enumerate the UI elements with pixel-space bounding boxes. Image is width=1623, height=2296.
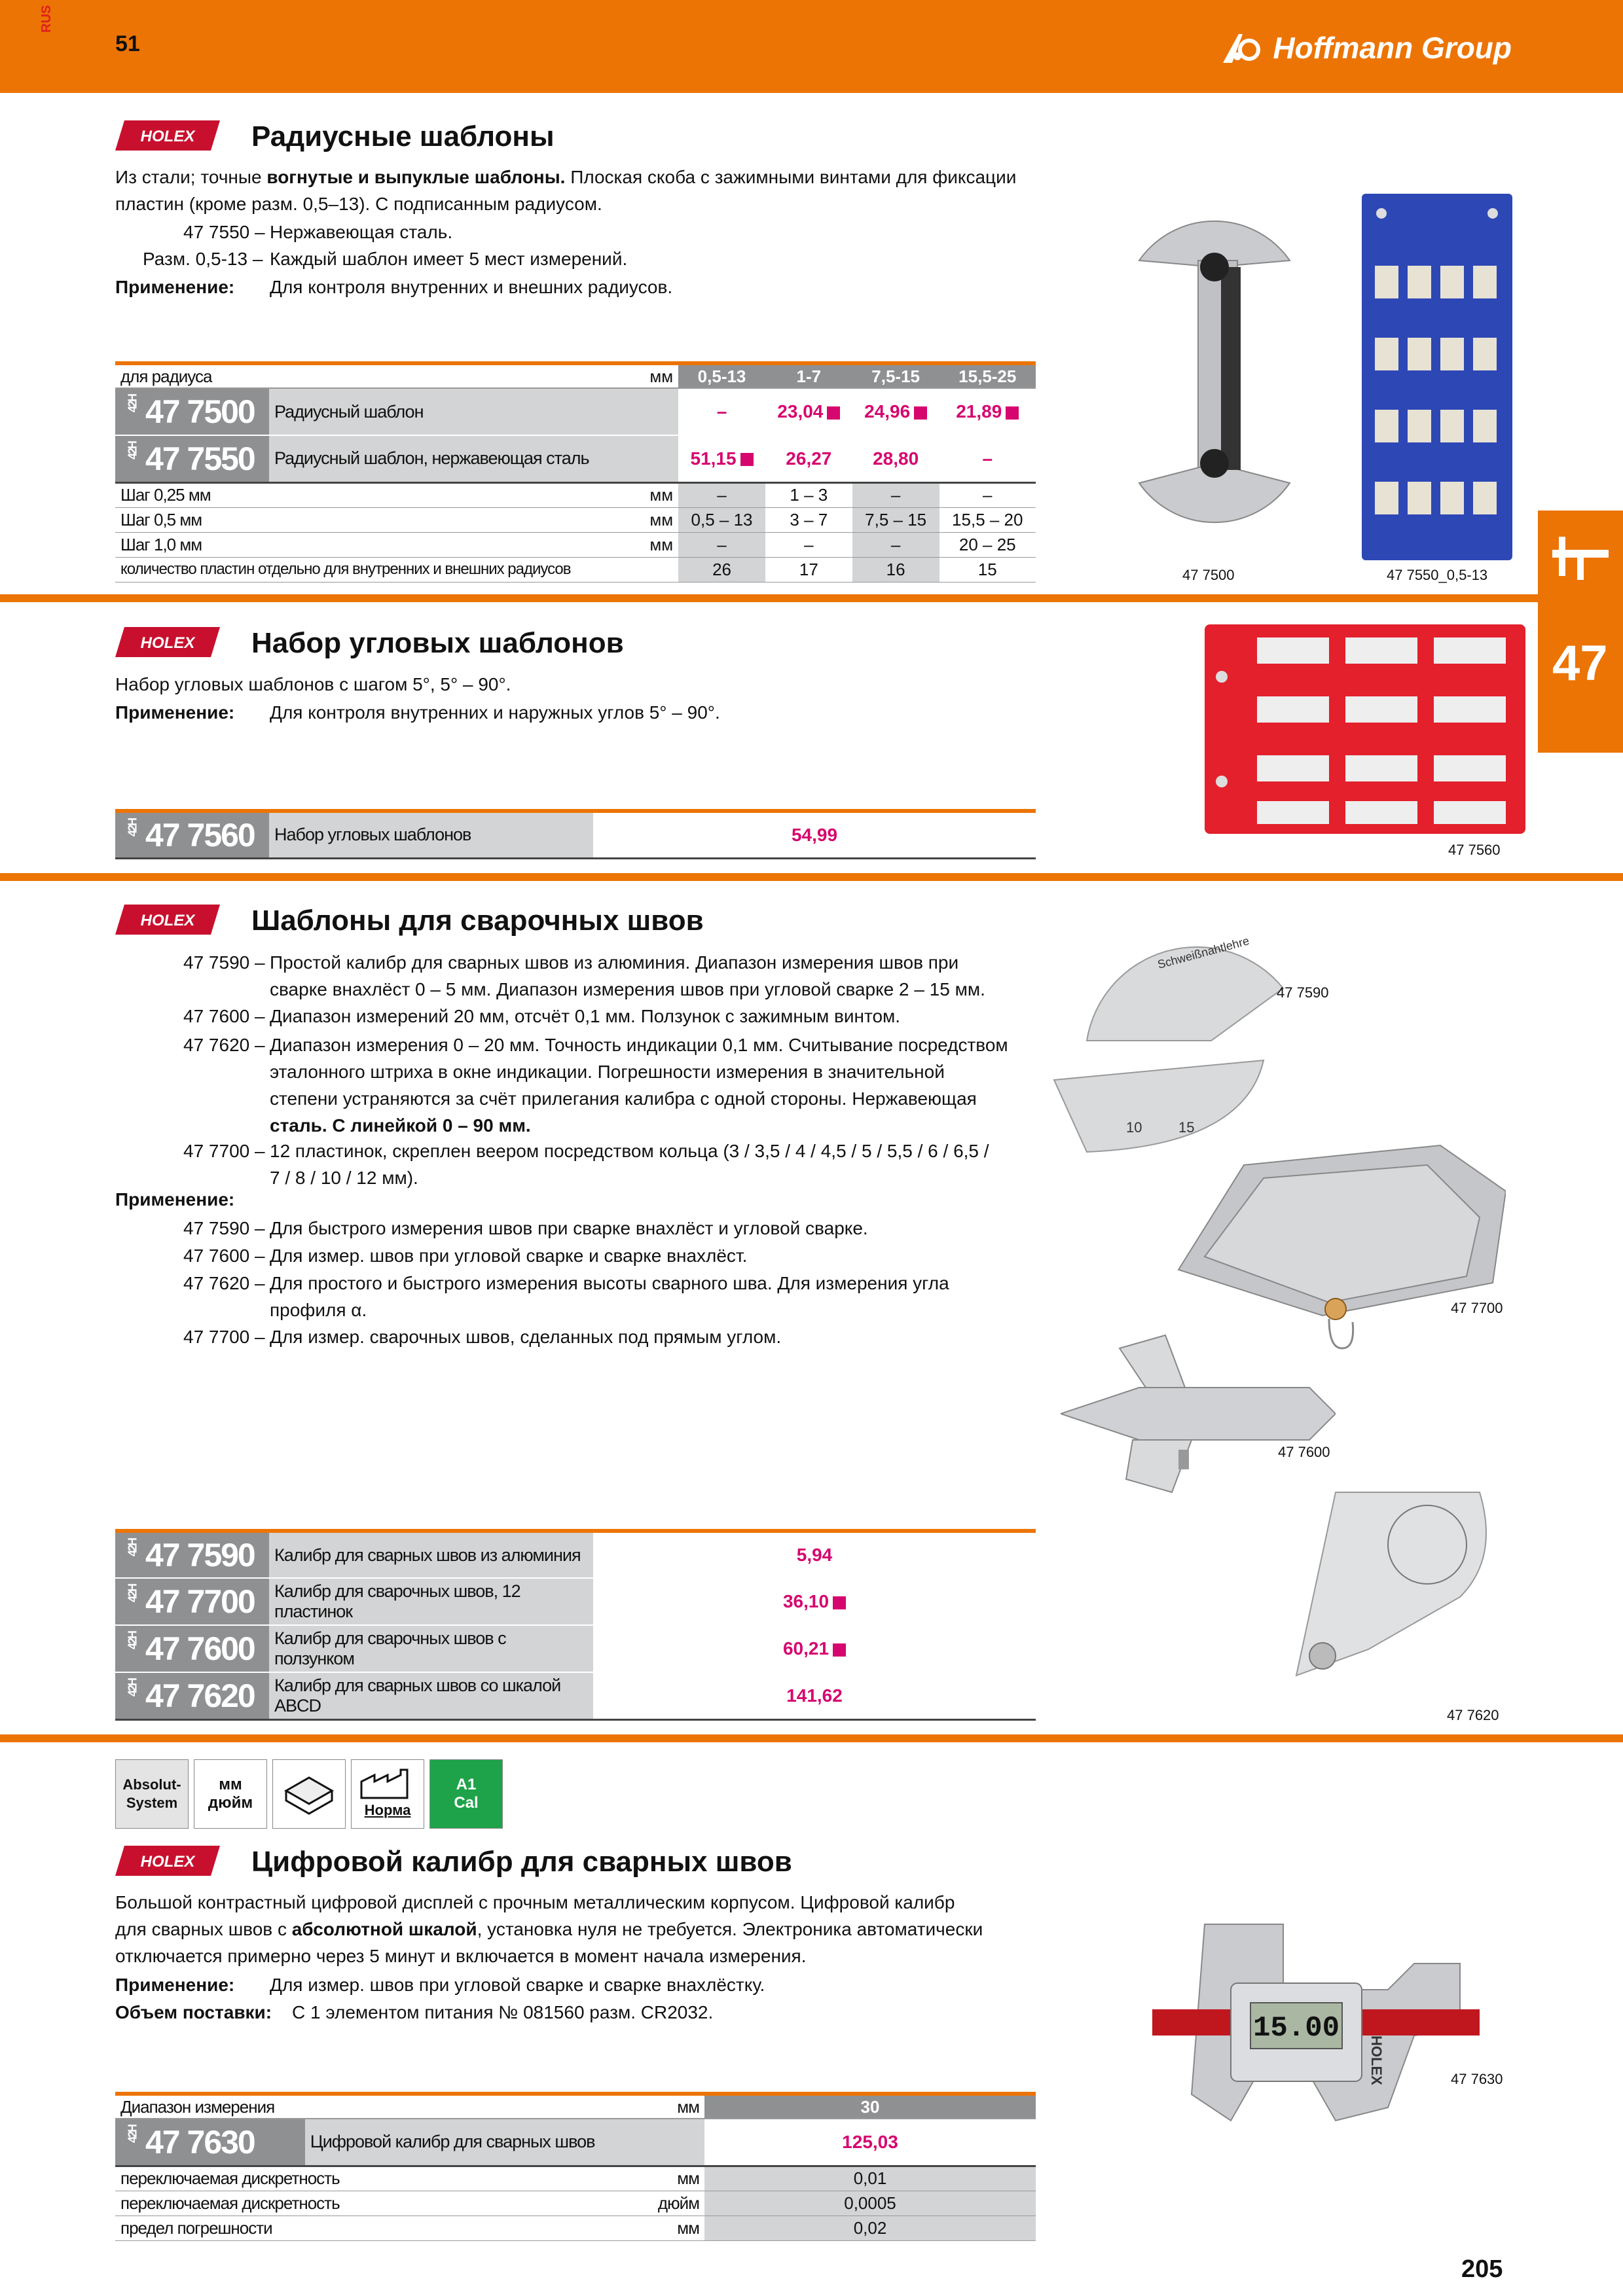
article-description: Цифровой калибр для сварных швов [305, 2119, 704, 2166]
article-number[interactable]: 42H 47 7590 [115, 1531, 269, 1578]
article-description: Набор угловых шаблонов [269, 811, 593, 858]
stock-marker-icon [833, 1596, 846, 1609]
spec-row: Шаг 0,5 мм мм 0,5 – 13 3 – 7 7,5 – 15 15,5 – 20 [115, 507, 1036, 532]
price: – [716, 401, 727, 422]
page-number: 205 [1461, 2255, 1503, 2283]
spec-row: предел погрешности мм 0,02 [115, 2215, 1036, 2240]
stock-marker-icon [833, 1643, 846, 1657]
calibration-icon: A1 Cal [429, 1759, 503, 1829]
weld-gauge-abcd-image [1283, 1479, 1506, 1715]
item-text: Простой калибр для сварных швов из алюминия. Диапазон измерения швов при сварке внахлёст 0 – 5 мм. Диапазон измерения швов при угловой сварке 2 – 15 мм. [270, 952, 985, 999]
feature-icons [115, 1759, 503, 1829]
column-header: 30 [704, 2094, 1036, 2119]
section-title-radius: Радиусные шаблоны [251, 120, 555, 152]
article-description: Калибр для сварочных швов с ползунком [269, 1625, 593, 1672]
price: 24,96 [852, 388, 939, 435]
digital-weld-gauge-image [1152, 1911, 1480, 2134]
stock-marker-icon [740, 453, 754, 466]
article-description: Радиусный шаблон [269, 388, 678, 435]
image-caption: 47 7600 [1278, 1444, 1330, 1460]
note-text: Нержавеющая сталь. [270, 222, 453, 242]
chapter-tab[interactable] [1538, 511, 1623, 753]
radius-gauge-set-image [1362, 194, 1512, 560]
image-caption: 47 7550_0,5-13 [1387, 567, 1488, 583]
note-code: Разм. 0,5-13 – [143, 249, 263, 269]
price: 23,04 [765, 388, 852, 435]
price: 51,15 [678, 435, 765, 482]
page-number-top: 51 [115, 31, 140, 56]
item-code: 47 7600 – [183, 1006, 265, 1026]
table-row[interactable] [115, 1625, 1036, 1672]
device-brand: HOLEX [1368, 2036, 1385, 2085]
column-header: 7,5-15 [852, 363, 939, 388]
angle-table [115, 809, 1036, 859]
case-icon [272, 1759, 346, 1829]
radius-description: Из стали; точные вогнутые и выпуклые шаблоны. Плоская скоба с зажимными винтами для фиксации пластин (кроме разм. 0,5–13). С подписанным радиусом. [115, 167, 1017, 214]
article-description: Радиусный шаблон, нержавеющая сталь [269, 435, 678, 482]
application-text: Для измер. швов при угловой сварке и сварке внахлёстку. [270, 1975, 765, 1995]
radius-table [115, 361, 1036, 583]
application-label: Применение: [115, 1975, 235, 1995]
angle-gauge-set-image [1205, 624, 1525, 834]
price: 21,89 [939, 388, 1036, 435]
article-number[interactable]: 42H 47 7700 [115, 1578, 269, 1625]
table-row[interactable] [115, 388, 1036, 435]
factory-norm-icon: Норма [351, 1759, 424, 1829]
caliper-icon [1552, 537, 1609, 583]
item-code: 47 7700 – [183, 1327, 265, 1347]
holex-badge [115, 119, 220, 152]
item-text: Для измер. сварочных швов, сделанных под прямым углом. [270, 1327, 782, 1347]
image-caption: 47 7620 [1447, 1707, 1499, 1723]
spec-row: переключаемая дискретность дюйм 0,0005 [115, 2191, 1036, 2215]
spec-row: количество пластин отдельно для внутренних и внешних радиусов 26 17 16 15 [115, 557, 1036, 582]
section-divider [0, 1734, 1623, 1742]
table-header-unit: мм [649, 366, 674, 386]
weld-table [115, 1529, 1036, 1721]
application-label: Применение: [115, 1189, 235, 1210]
item-code: 47 7590 – [183, 1218, 265, 1238]
image-caption: 47 7630 [1451, 2071, 1503, 2087]
application-text: Для контроля внутренних и наружных углов 5° – 90°. [270, 702, 720, 723]
section-title-weld: Шаблоны для сварочных швов [251, 905, 704, 937]
price: – [982, 448, 993, 469]
image-caption: 47 7500 [1182, 567, 1235, 583]
article-number[interactable]: 42H 47 7620 [115, 1672, 269, 1719]
price: 28,80 [873, 448, 919, 469]
language-code: RUS [39, 5, 54, 33]
column-header: 0,5-13 [678, 363, 765, 388]
price: 5,94 [796, 1545, 833, 1565]
article-description: Калибр для сварных швов из алюминия [269, 1531, 593, 1578]
digital-description: Большой контрастный цифровой дисплей с прочным металлическим корпусом. Цифровой калибр для сварных швов с абсолютной шкалой, установка нуля не требуется. Электроника автоматически отключается примерно через 5 минут и включается в момент начала измерения. [115, 1892, 983, 1966]
absolute-system-icon: Absolut-System [115, 1759, 189, 1829]
svg-text:HOLEX: HOLEX [140, 634, 195, 652]
application-label: Применение: [115, 702, 235, 723]
image-caption: 47 7560 [1448, 842, 1501, 858]
section-divider [0, 594, 1623, 602]
article-description: Калибр для сварочных швов, 12 пластинок [269, 1578, 593, 1625]
article-description: Калибр для сварных швов со шкалой ABCD [269, 1672, 593, 1719]
table-row[interactable] [115, 1578, 1036, 1625]
table-row[interactable] [115, 1672, 1036, 1719]
item-text: Для простого и быстрого измерения высоты сварного шва. Для измерения угла профиля α. [270, 1273, 949, 1320]
price: 60,21 [593, 1625, 1036, 1672]
item-code: 47 7700 – [183, 1141, 265, 1161]
scale-label: Schweißnahtlehre [1156, 934, 1251, 971]
spec-row: переключаемая дискретность мм 0,01 [115, 2166, 1036, 2191]
stock-marker-icon [914, 406, 927, 420]
holex-badge-text: HOLEX [140, 128, 195, 145]
column-header: 1-7 [765, 363, 852, 388]
section-title-digital: Цифровой калибр для сварных швов [251, 1846, 792, 1878]
table-row[interactable] [115, 435, 1036, 482]
table-header-label: для радиуса [120, 366, 212, 386]
hoffmann-logo-icon [1220, 30, 1266, 65]
holex-badge [115, 1844, 220, 1877]
price: 54,99 [791, 824, 838, 845]
item-text: Для быстрого измерения швов при сварке внахлёст и угловой сварке. [270, 1218, 868, 1238]
scope-label: Объем поставки: [115, 2002, 272, 2022]
stock-marker-icon [1006, 406, 1019, 420]
note-code: 47 7550 – [183, 222, 265, 242]
column-header: 15,5-25 [939, 363, 1036, 388]
brand-name: Hoffmann Group [1273, 31, 1512, 65]
svg-text:10: 10 [1126, 1119, 1142, 1136]
price: 141,62 [786, 1685, 843, 1706]
table-row[interactable] [115, 1531, 1036, 1578]
section-title-angle: Набор угловых шаблонов [251, 627, 624, 659]
article-number[interactable]: 42H 47 7600 [115, 1625, 269, 1672]
angle-description: Набор угловых шаблонов с шагом 5°, 5° – 90°. [115, 674, 511, 694]
article-number[interactable]: 42H 47 7560 [115, 811, 269, 858]
item-text: Диапазон измерения 0 – 20 мм. Точность индикации 0,1 мм. Считывание посредством эталонного штриха в окне индикации. Погрешности измерения в значительной степени устраняются за счёт прилегания калибра с одной стороны. Нержавеющая сталь. С линейкой 0 – 90 мм. [270, 1035, 1008, 1136]
article-number[interactable]: 42H 47 7500 [115, 388, 269, 435]
image-caption: 47 7590 [1277, 984, 1329, 1001]
price: 26,27 [786, 448, 832, 469]
spec-row: Шаг 1,0 мм мм – – – 20 – 25 [115, 532, 1036, 557]
item-text: Для измер. швов при угловой сварке и сварке внахлёст. [270, 1246, 748, 1266]
price: 125,03 [842, 2131, 898, 2152]
svg-text:HOLEX: HOLEX [140, 912, 195, 929]
spec-row: Шаг 0,25 мм мм – 1 – 3 – – [115, 482, 1036, 507]
price: 36,10 [593, 1578, 1036, 1625]
application-text: Для контроля внутренних и внешних радиусов. [270, 277, 673, 297]
holex-badge [115, 626, 220, 658]
article-number[interactable]: 42H 47 7550 [115, 435, 269, 482]
item-code: 47 7620 – [183, 1035, 265, 1055]
item-code: 47 7590 – [183, 952, 265, 973]
table-row[interactable] [115, 811, 1036, 858]
chapter-number: 47 [1552, 636, 1608, 691]
article-number[interactable]: 42H 47 7630 [115, 2119, 305, 2166]
table-row[interactable] [115, 2119, 1036, 2166]
section-divider [0, 873, 1623, 881]
application-label: Применение: [115, 277, 235, 297]
item-code: 47 7620 – [183, 1273, 265, 1293]
scope-text: С 1 элементом питания № 081560 разм. CR2032. [292, 2002, 714, 2022]
svg-text:HOLEX: HOLEX [140, 1853, 195, 1871]
mm-inch-icon: мм дюйм [194, 1759, 267, 1829]
note-text: Каждый шаблон имеет 5 мест измерений. [270, 249, 628, 269]
svg-text:15: 15 [1178, 1119, 1195, 1136]
image-caption: 47 7700 [1451, 1300, 1503, 1316]
display-value: 15.00 [1252, 2012, 1340, 2045]
stock-marker-icon [827, 406, 840, 420]
item-text: 12 пластинок, скреплен веером посредством кольца (3 / 3,5 / 4 / 4,5 / 5 / 5,5 / 6 / 6,5 / 7 / 8 / 10 / 12 мм). [270, 1141, 989, 1188]
item-code: 47 7600 – [183, 1246, 265, 1266]
table-header-label: Диапазон измерения мм [120, 2096, 699, 2117]
weld-gauge-slider-image [1061, 1322, 1336, 1499]
holex-badge [115, 903, 220, 936]
brand-logo [1220, 30, 1512, 65]
digital-table [115, 2092, 1036, 2241]
item-text: Диапазон измерений 20 мм, отсчёт 0,1 мм. Ползунок с зажимным винтом. [270, 1006, 901, 1026]
radius-gauge-image [1126, 156, 1303, 562]
